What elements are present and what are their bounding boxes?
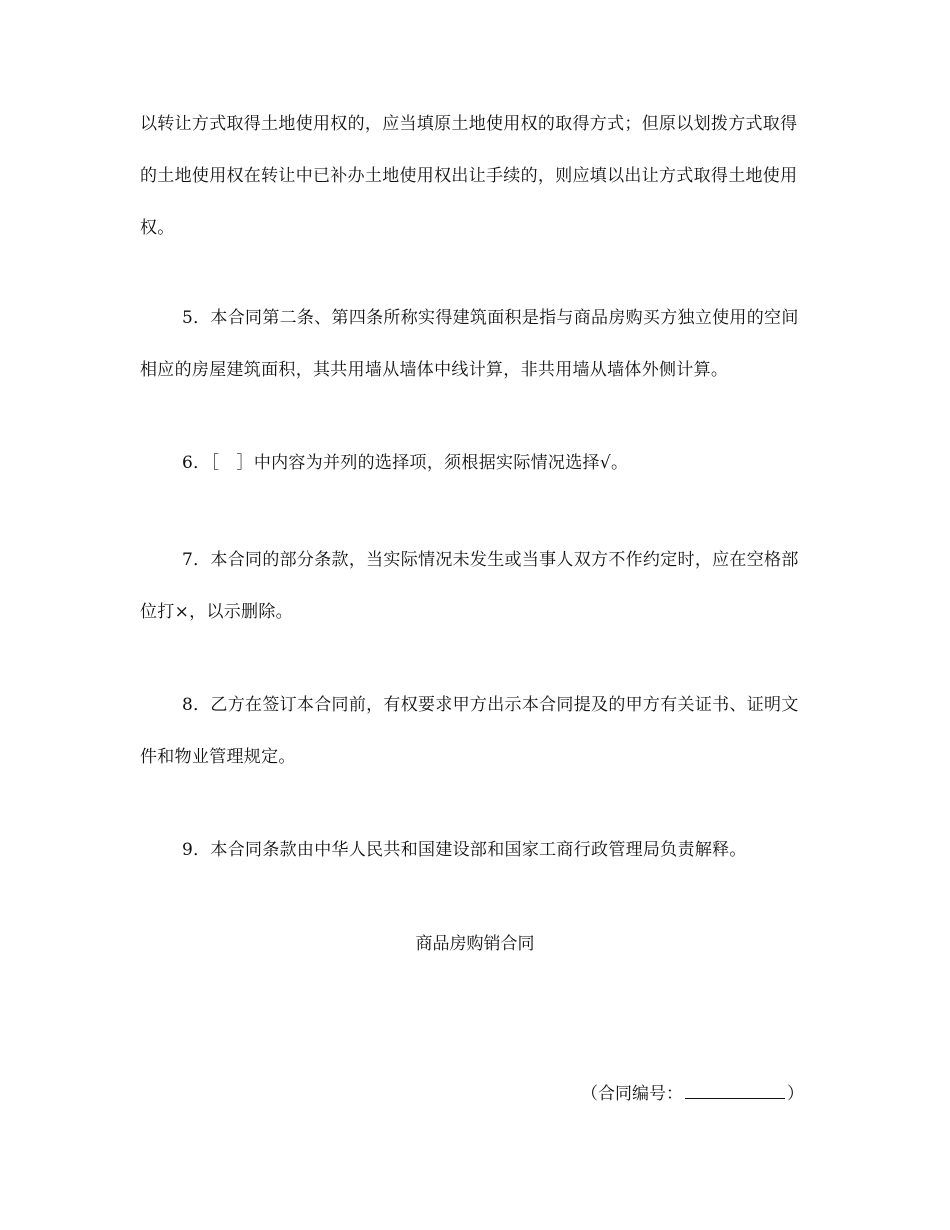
contract-number-close: ） — [787, 1084, 804, 1104]
paragraph-item-7: 7．本合同的部分条款，当实际情况未发生或当事人双方不作约定时，应在空格部位打×，以示删除。 — [140, 550, 799, 622]
paragraph-land-use-right: 以转让方式取得土地使用权的，应当填原土地使用权的取得方式；但原以划拨方式取得的土地使用权在转让中已补办土地使用权出让手续的，则应填以出让方式取得土地使用权。 — [140, 114, 798, 238]
contract-number-line — [581, 1076, 804, 1112]
contract-number-label: （合同编号： — [581, 1084, 683, 1104]
paragraph-item-8: 8．乙方在签订本合同前，有权要求甲方出示本合同提及的甲方有关证书、证明文件和物业管理规定。 — [140, 695, 799, 767]
contract-title: 商品房购销合同 — [415, 934, 535, 954]
paragraph-item-5: 5．本合同第二条、第四条所称实得建筑面积是指与商品房购买方独立使用的空间相应的房屋建筑面积，其共用墙从墙体中线计算，非共用墙从墙体外侧计算。 — [140, 308, 799, 380]
contract-number-blank — [685, 1082, 785, 1099]
paragraph-item-6: 6．［ ］中内容为并列的选择项，须根据实际情况选择√。 — [182, 453, 629, 473]
paragraph-item-9: 9．本合同条款由中华人民共和国建设部和国家工商行政管理局负责解释。 — [182, 840, 747, 860]
